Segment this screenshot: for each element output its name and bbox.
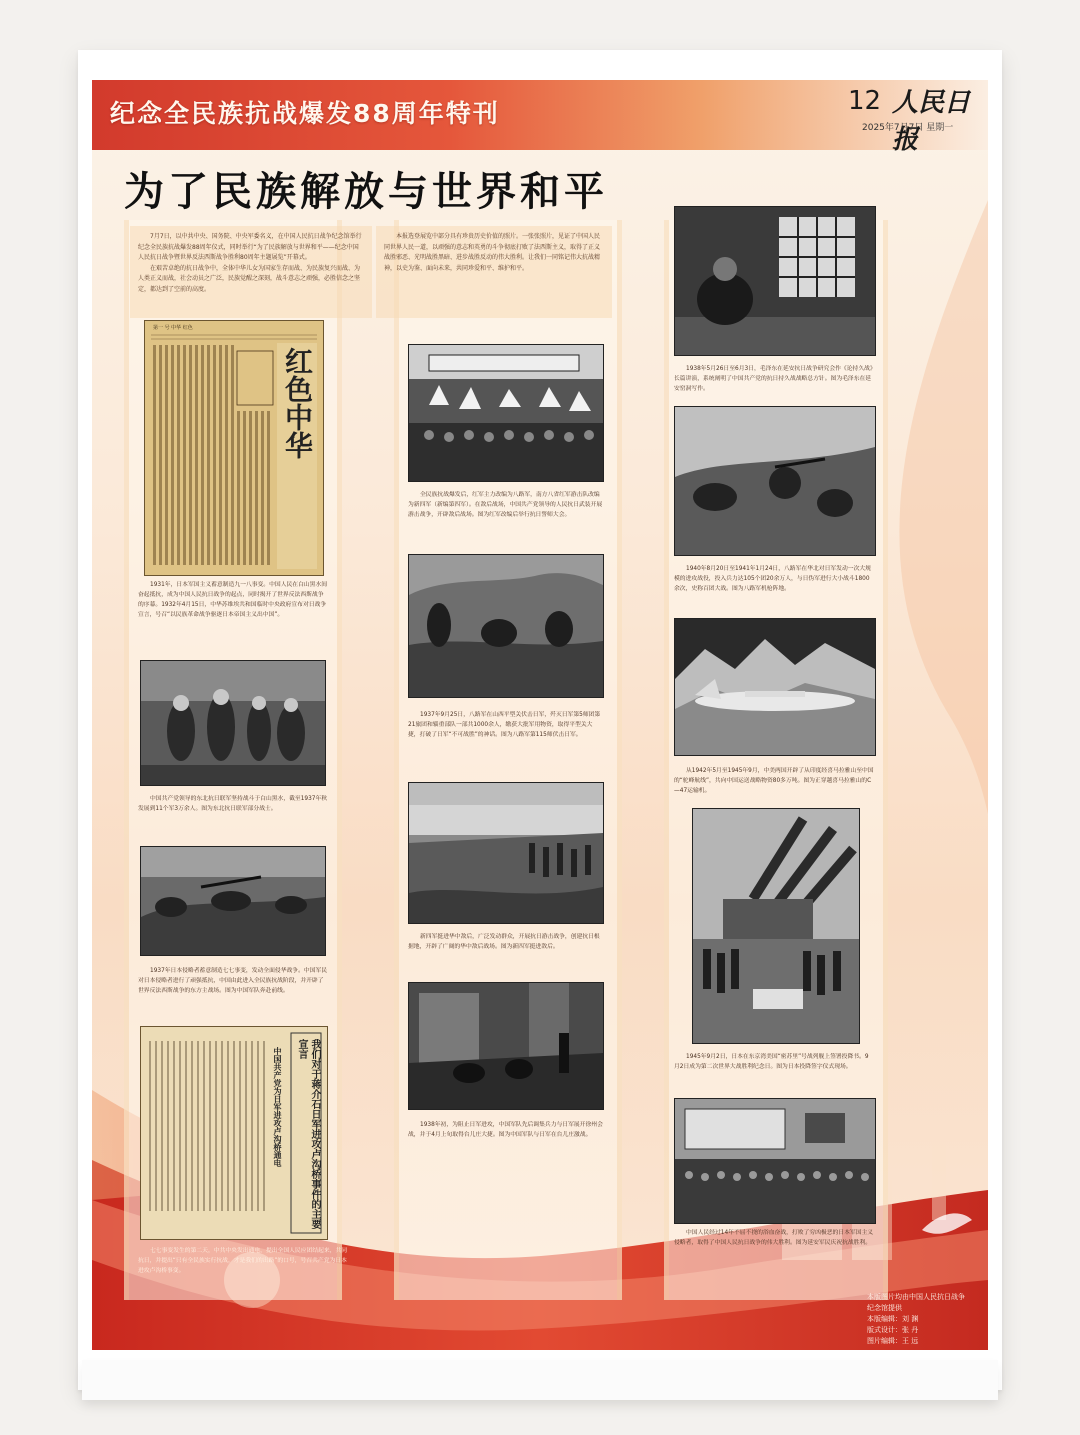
photo-image [409,983,603,1109]
special-issue-banner: 纪念全民族抗战爆发88周年特刊 [110,99,500,128]
photo-image [141,847,325,955]
intro-paragraph: 7月7日，以中共中央、国务院、中央军委名义，在中国人民抗日战争纪念馆举行纪念全民族抗战爆发88周年仪式，同时举行“为了民族解放与世界和平——纪念中国人民抗日战争暨世界反法西斯战争胜利80周年主题展览”开幕式。 [138,233,362,261]
caption-pingxingguan: 1937年9月25日，八路军在山西平型关伏击日军，歼灭日军第5师团第21旅团和辎重部队一部共1000余人，缴获大批军用物资，取得平型关大捷，打破了日军“不可战胜”的神话。图为八路军第115师伏击日军。 [408,712,601,738]
newspaper-header-line: 第一 号 中华 红色 [153,325,193,331]
caption-eighth-route: 全民族抗战爆发后，红军主力改编为八路军，南方八省红军游击队改编为新四军（新编第四军）。在敌后战场，中国共产党领导的人民抗日武装开展游击战争，开辟敌后战场。图为红军改编后举行抗日誓师大会。 [408,492,603,518]
footer-credits [867,1292,965,1347]
document-title: 我们对于蒋介石日军进攻卢沟桥事件的主要宣言 [296,1039,320,1229]
caption-1937: 1937年日本侵略者蓄意制造七七事变，发动全面侵华战争。中国军民对日本侵略者进行了顽强抵抗，中国由此进入全民族抗战阶段，并开辟了世界反法西斯战争的东方主战场。图为中国军队奔赴前线。 [138,968,328,994]
photo-hundred-regiments [674,406,876,556]
masthead-logo: 人民日报 [892,88,971,155]
page-number: 12 [848,86,882,116]
page-stack-edge [82,1360,998,1400]
photo-mao-yanan [674,206,876,356]
photo-victory-celebration [674,1098,876,1224]
photo-image [693,809,859,1043]
hongse-zhonghua-newspaper [144,320,324,576]
newspaper-page [92,80,988,1350]
photo-northeast-army [140,660,326,786]
photo-image [675,1099,875,1223]
photo-taierzhuang [408,982,604,1110]
photo-image [675,207,875,355]
caption-surrender: 1945年9月2日，日本在东京湾美国“密苏里”号战列舰上签署投降书。9月2日成为第二次世界大战胜利纪念日。图为日本投降签字仪式现场。 [674,1054,869,1070]
photo-missouri-surrender [692,808,860,1044]
caption-hundred-regiments: 1940年8月20日至1941年1月24日，八路军在华北对日军发动一次大规模的进攻战役，投入兵力达105个团20余万人，与日伪军进行大小战斗1800余次，史称百团大战。图为八路军机枪阵地。 [674,566,871,592]
caption-1931: 1931年，日本军国主义蓄意制造九一八事变。中国人民在白山黑水间奋起抵抗，成为中国人民抗日战争的起点，同时揭开了世界反法西斯战争的序幕。1932年4月15日，中华苏维埃共和国临时中央政府宣布对日战争宣言，号召“以民族革命战争驱逐日本帝国主义出中国”。 [138,582,328,618]
caption-taierzhuang: 1938年初，为阻止日军进攻，中国军队先后调集兵力与日军展开徐州会战，并于4月上旬取得台儿庄大捷。图为中国军队与日军在台儿庄激战。 [408,1122,603,1138]
caption-new-fourth: 新四军挺进华中敌后，广泛发动群众，开展抗日游击战争，创建抗日根据地，开辟了广阔的华中敌后战场。图为新四军挺进敌后。 [408,934,600,950]
newspaper-masthead: 红色中华 [281,347,314,459]
intro-paragraph: 本报选登展览中部分具有珍贵历史价值的照片。一张张照片，见证了中国人民同世界人民一道，以顽强的意志和英勇的斗争彻底打败了法西斯主义，取得了正义战胜邪恶、光明战胜黑暗、进步战胜反动的伟大胜利。让我们一同铭记伟大抗战精神，以史为鉴、面向未来，共同珍爱和平、维护和平。 [384,233,601,272]
caption-doc2: 七七事变发生的第二天，中共中央发出通电，提出全国人民应团结起来，共同抗日，并提出“只有全民族实行抗战，才是我们的出路”的口号，号召共产党为日本进攻卢沟桥事变。 [138,1248,348,1274]
intro-paragraph: 在艰苦卓绝的抗日战争中，全体中华儿女为国家生存而战、为民族复兴而战、为人类正义而战，社会动员之广泛，民族觉醒之深刻，战斗意志之顽强，必胜信念之坚定，都达到了空前的高度。 [138,264,361,293]
photo-image [409,783,603,923]
caption-northeast: 中国共产党领导的东北抗日联军坚持战斗于白山黑水，截至1937年秋发展到11个军3万余人。图为东北抗日联军部分战士。 [138,796,328,812]
caption-victory: 中国人民经过14年不屈不挠的浴血奋战，打败了穷凶极恶的日本军国主义侵略者，取得了中国人民抗日战争的伟大胜利。图为延安军民庆祝抗战胜利。 [674,1230,874,1246]
photo-image [675,407,875,555]
photo-pingxingguan [408,554,604,698]
photo-image [675,619,875,755]
photo-image [141,661,325,785]
photo-image [409,345,603,481]
photo-new-fourth-army [408,782,604,924]
photo-frontline-1937 [140,846,326,956]
caption-mao: 1938年5月26日至6月3日，毛泽东在延安抗日战争研究会作《论持久战》长篇讲演，系统阐明了中国共产党的抗日持久战战略总方针。图为毛泽东在延安窑洞写作。 [674,366,873,392]
photo-image [409,555,603,697]
intro-text-left [130,226,372,318]
page-title: 为了民族解放与世界和平 [124,169,608,215]
intro-text-right [376,226,612,318]
issue-date: 2025年7月7日 星期一 [862,123,954,133]
credit-line: 纪念馆提供 [867,1304,902,1312]
credit-line: 版式设计：张 丹 [867,1326,919,1334]
photo-eighth-route-rally [408,344,604,482]
photo-hump-route-plane [674,618,876,756]
ccp-telegram-document [140,1026,328,1240]
credit-line: 本版图片均由中国人民抗日战争 [867,1293,965,1301]
credit-line: 图片编辑：王 远 [867,1337,919,1345]
credit-line: 本版编辑：刘 渊 [867,1315,919,1323]
document-subtitle: 中国共产党为日军进攻卢沟桥通电 [273,1047,283,1167]
caption-hump: 从1942年5月至1945年9月，中美两国开辟了从印度经喜马拉雅山至中国的“驼峰航线”，共向中国运送战略物资80多万吨。图为正穿越喜马拉雅山的C—47运输机。 [674,768,874,794]
